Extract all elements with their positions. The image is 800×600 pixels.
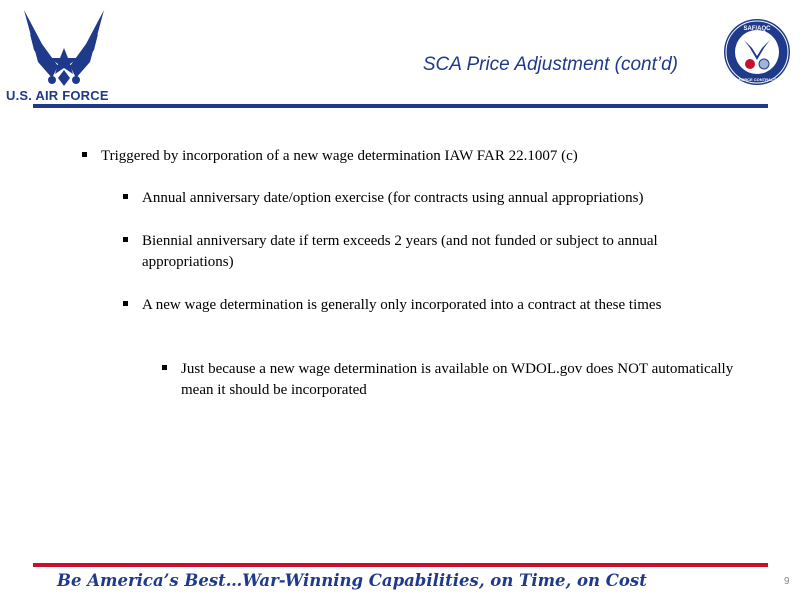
footer-motto: Be America’s Best…War-Winning Capabilities, on Time, on Cost	[57, 571, 647, 590]
bullet-text: Annual anniversary date/option exercise (for contracts using annual appropriations)	[142, 190, 644, 206]
page-number: 9	[784, 576, 790, 587]
saf-aqc-seal-icon	[722, 2, 792, 98]
bullet-text: Biennial anniversary date if term exceeds 2 years (and not funded or subject to annual appropriations)	[142, 233, 658, 270]
bullet-text: A new wage determination is generally only incorporated into a contract at these times	[142, 297, 662, 313]
bullet-marker-icon	[123, 194, 128, 199]
bullet-text: Triggered by incorporation of a new wage determination IAW FAR 22.1007 (c)	[101, 148, 578, 164]
slide-title: SCA Price Adjustment (cont’d)	[422, 54, 678, 75]
bullet-item	[142, 231, 722, 273]
seal-top-text: SAF/AQC	[743, 26, 771, 32]
logo-wordmark: U.S. AIR FORCE	[6, 88, 109, 103]
bullet-marker-icon	[123, 237, 128, 242]
bullet-item	[142, 188, 752, 209]
bullet-item	[101, 146, 741, 167]
seal-bottom-text: AIR FORCE CONTRACTING	[730, 77, 784, 82]
footer-divider	[33, 563, 768, 567]
bullet-item	[181, 359, 751, 401]
bullet-item	[142, 295, 732, 316]
bullet-marker-icon	[82, 152, 87, 157]
header-divider	[33, 104, 768, 108]
bullet-text: Just because a new wage determination is available on WDOL.gov does NOT automatically mean it should be incorporated	[181, 361, 734, 398]
bullet-marker-icon	[162, 365, 167, 370]
bullet-marker-icon	[123, 301, 128, 306]
